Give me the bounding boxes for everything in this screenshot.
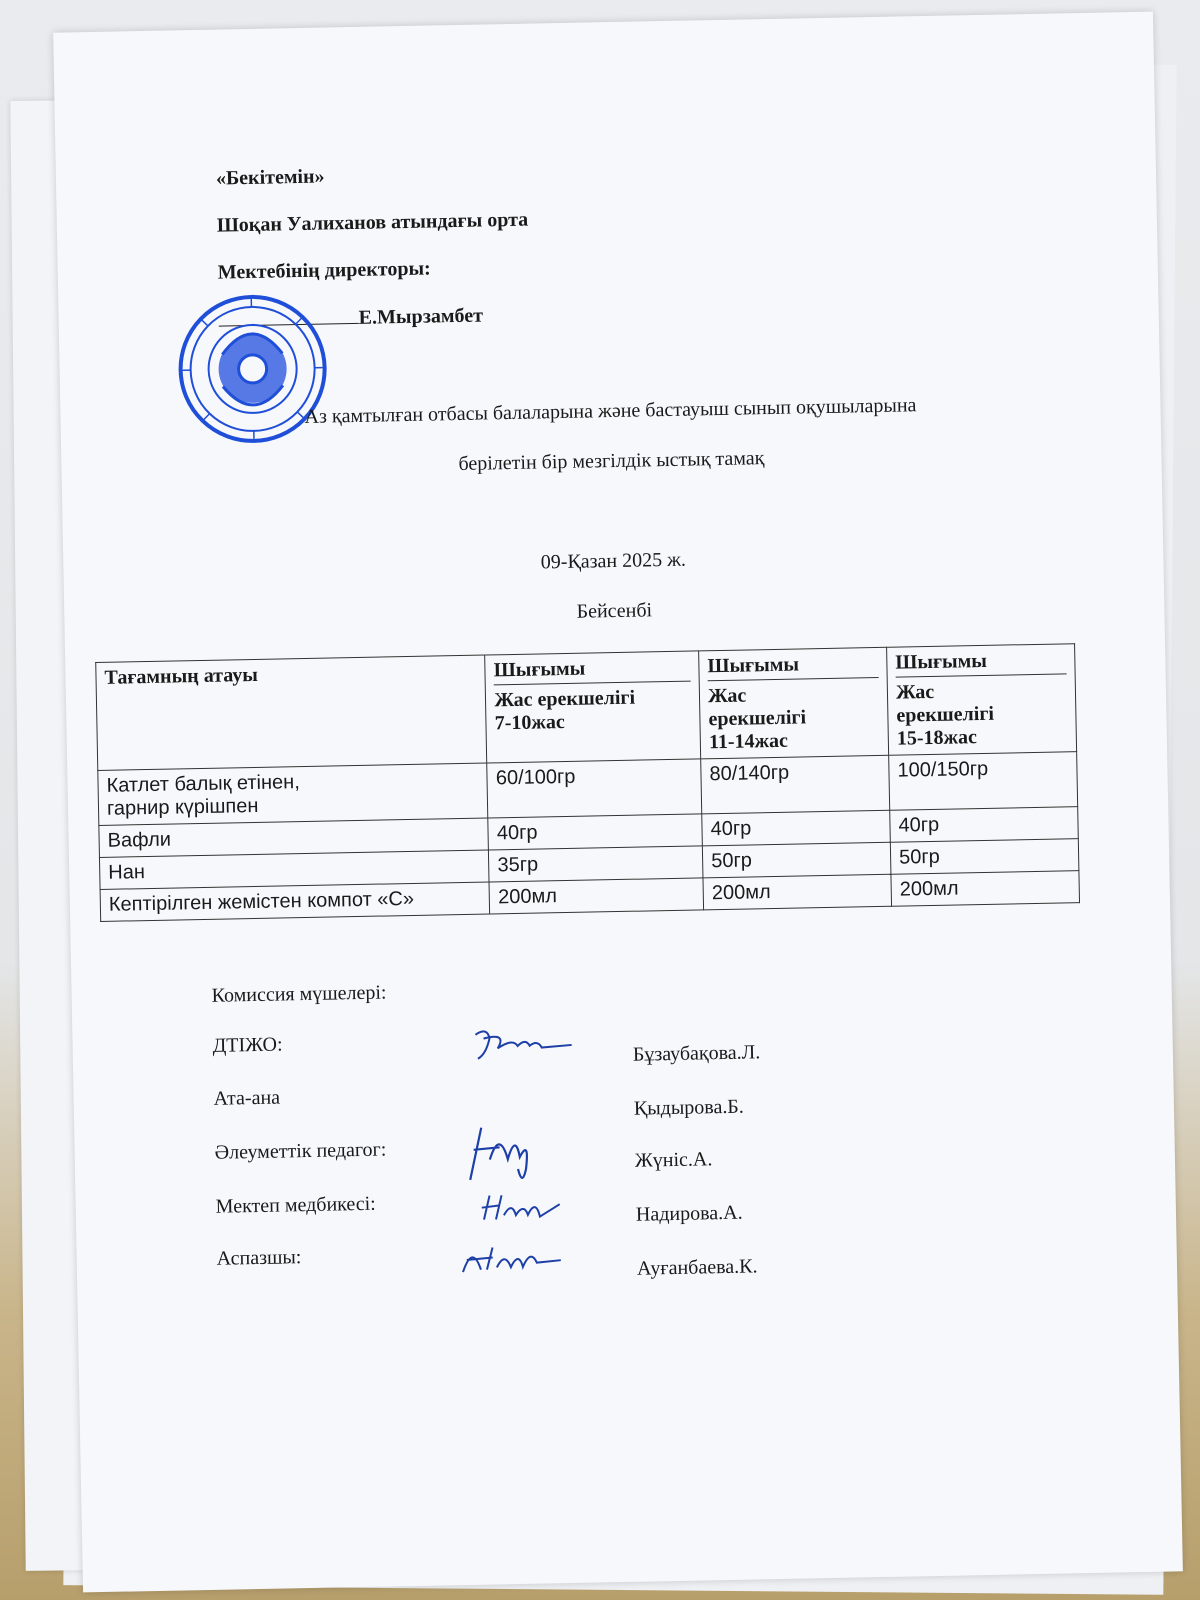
portion-cell: 40гр — [890, 807, 1079, 843]
dish-name-cell: Кептірілген жемістен компот «С» — [100, 882, 490, 921]
member-role: Ата-ана — [213, 1086, 281, 1110]
portion-cell: 40гр — [488, 814, 702, 850]
member-name: Бұзаубақова.Л. — [632, 1041, 761, 1066]
director-name: Е.Мырзамбет — [358, 304, 484, 329]
document-weekday: Бейсенбі — [576, 599, 653, 623]
portion-cell: 100/150гр — [889, 752, 1078, 811]
member-name: Жүніс.А. — [634, 1148, 713, 1172]
portion-cell: 200мл — [703, 874, 892, 910]
member-name: Қыдырова.Б. — [633, 1095, 745, 1120]
school-name-line1: Шоқан Уалиханов атындағы орта — [216, 208, 529, 237]
portion-cell: 50гр — [890, 839, 1079, 875]
document-date: 09-Қазан 2025 ж. — [540, 548, 687, 574]
signature-4 — [456, 1238, 567, 1280]
portion-cell: 40гр — [702, 810, 891, 846]
document-title-line2: берілетін бір мезгілдік ыстық тамақ — [458, 447, 765, 475]
approval-label: «Бекітемін» — [215, 165, 325, 190]
dish-name-cell: Катлет балық етінен, гарнир күрішпен — [98, 763, 488, 825]
member-name: Надирова.А. — [635, 1201, 743, 1226]
portion-cell: 200мл — [891, 871, 1080, 907]
portion-cell: 200мл — [489, 878, 703, 914]
document-page — [53, 12, 1183, 1593]
menu-table — [95, 643, 1080, 922]
portion-cell: 35гр — [489, 846, 703, 882]
portion-cell: 50гр — [702, 842, 891, 878]
member-role: Аспазшы: — [216, 1246, 302, 1270]
table-header-row — [96, 644, 1077, 771]
document-title-line1: Аз қамтылған отбасы балаларына және бастауыш сынып оқушыларына — [304, 394, 917, 428]
portion-cell: 60/100гр — [487, 759, 702, 818]
column-header-age-11-14: Шығымы Жас ерекшелігі 11-14жас — [699, 647, 889, 759]
portion-cell: 80/140гр — [701, 755, 890, 814]
column-header-dish-name: Тағамның атауы — [96, 655, 487, 770]
signature-2 — [459, 1118, 550, 1190]
dish-name-cell: Вафли — [99, 818, 489, 857]
member-role: Әлеуметтік педагог: — [214, 1138, 387, 1164]
signature-1 — [467, 1023, 578, 1070]
dish-name-cell: Нан — [99, 850, 489, 889]
member-name: Ауғанбаева.К. — [636, 1255, 758, 1280]
school-name-line2: Мектебінің директоры: — [217, 257, 431, 284]
member-role: Мектеп медбикесі: — [215, 1192, 376, 1218]
commission-heading: Комиссия мүшелері: — [211, 981, 387, 1007]
column-header-age-15-18: Шығымы Жас ерекшелігі 15-18жас — [887, 644, 1077, 756]
column-header-age-7-10: Шығымы Жас ерекшелігі 7-10жас — [485, 651, 701, 763]
signature-3 — [475, 1188, 566, 1230]
member-role: ДТІЖО: — [212, 1033, 283, 1057]
